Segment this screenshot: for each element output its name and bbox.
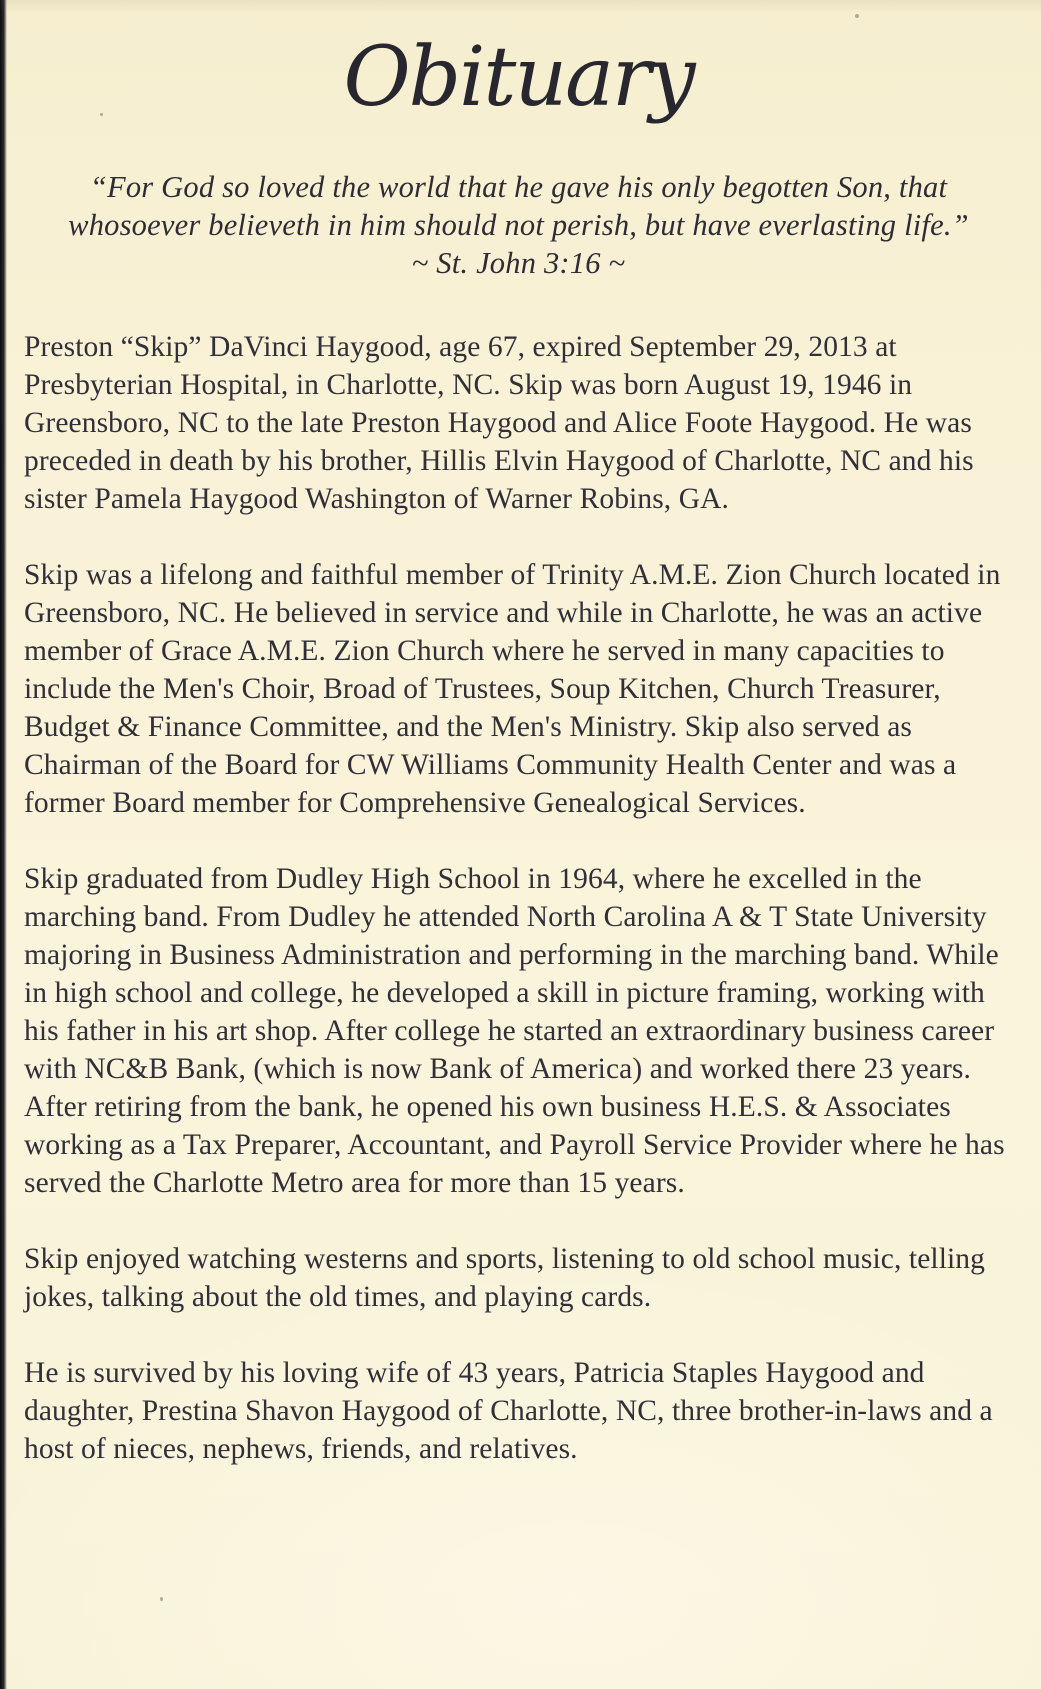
scripture-quote [24, 168, 1013, 282]
scripture-reference: ~ St. John 3:16 ~ [411, 246, 626, 280]
obituary-paragraph-2: Skip was a lifelong and faithful member of Trinity A.M.E. Zion Church located in Greensboro, NC. He believed in service and while in Charlotte, he was an active member of Grace A.M.E. Zion Church where he served in many capacities to include the Men's Choir, Broad of Trustees, Soup Kitchen, Church Treasurer, Budget & Finance Committee, and the Men's Ministry. Skip also served as Chairman of the Board for CW Williams Community Health Center and was a former Board member for Comprehensive Genealogical Services. [24, 559, 1001, 819]
obituary-paragraph-3: Skip graduated from Dudley High School in 1964, where he excelled in the marching band. From Dudley he attended North Carolina A & T State University majoring in Business Administration and performing in the marching band. While in high school and college, he developed a skill in picture framing, working with his father in his art shop. After college he started an extraordinary business career with NC&B Bank, (which is now Bank of America) and worked there 23 years. After retiring from the bank, he opened his own business H.E.S. & Associates working as a Tax Preparer, Accountant, and Payroll Service Provider where he has served the Charlotte Metro area for more than 15 years. [24, 863, 1005, 1199]
scripture-quote-line-1: “For God so loved the world that he gave his only begotten Son, that [89, 170, 948, 204]
obituary-body [24, 328, 1013, 1468]
page-title: Obituary [343, 30, 694, 125]
obituary-paragraph-1: Preston “Skip” DaVinci Haygood, age 67, expired September 29, 2013 at Presbyterian Hospital, in Charlotte, NC. Skip was born August 19, 1946 in Greensboro, NC to the late Preston Haygood and Alice Foote Haygood. He was preceded in death by his brother, Hillis Elvin Haygood of Charlotte, NC and his sister Pamela Haygood Washington of Warner Robins, GA. [24, 331, 974, 515]
scripture-quote-line-2: whosoever believeth in him should not perish, but have everlasting life.” [68, 208, 969, 242]
obituary-paragraph-5: He is survived by his loving wife of 43 years, Patricia Staples Haygood and daughter, Prestina Shavon Haygood of Charlotte, NC, three brother-in-laws and a host of nieces, nephews, friends, and relatives. [24, 1357, 993, 1465]
obituary-paragraph-4: Skip enjoyed watching westerns and sports, listening to old school music, telling jokes, talking about the old times, and playing cards. [24, 1243, 986, 1313]
scan-speck [160, 1597, 163, 1601]
